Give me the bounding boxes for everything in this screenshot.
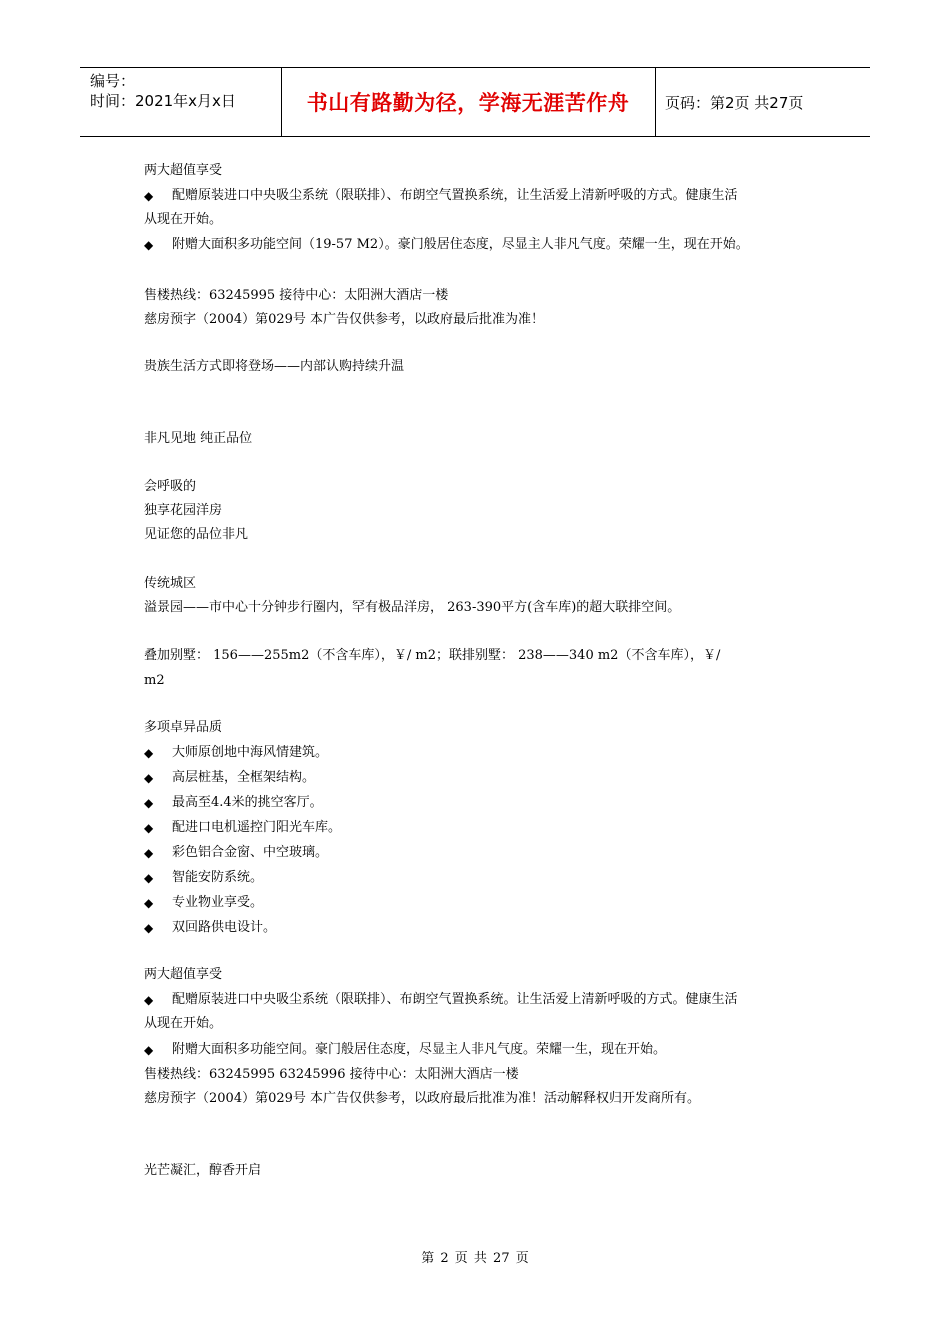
quality-text: 高层桩基，全框架结构。 xyxy=(172,770,316,785)
quality-text: 大师原创地中海风情建筑。 xyxy=(172,745,329,760)
header-motto: 书山有路勤为径，学海无涯苦作舟 xyxy=(306,91,630,115)
bullet-item xyxy=(144,991,814,1033)
page-header xyxy=(80,67,870,137)
bullet-item xyxy=(144,187,814,229)
price-line: 叠加别墅： 156——255m2（不含车库），￥/ m2；联排别墅： 238——340 m2（不含车库），￥/ xyxy=(144,648,721,663)
diamond-bullet-icon: ◆ xyxy=(144,993,154,1007)
price-line-continued: m2 xyxy=(144,673,165,688)
bullet-item xyxy=(144,236,814,254)
quality-text: 专业物业享受。 xyxy=(172,895,264,910)
diamond-bullet-icon: ◆ xyxy=(144,189,154,203)
diamond-bullet-icon: ◆ xyxy=(144,871,154,885)
section-heading: 两大超值享受 xyxy=(144,967,223,982)
sales-hotline: 售楼热线：63245995 接待中心：太阳洲大酒店一楼 xyxy=(144,288,449,303)
section-heading: 传统城区 xyxy=(144,576,197,591)
tagline: 会呼吸的 xyxy=(144,479,197,494)
bullet-text-continued: 从现在开始。 xyxy=(144,1016,223,1031)
diamond-bullet-icon: ◆ xyxy=(144,1043,154,1057)
diamond-bullet-icon: ◆ xyxy=(144,746,154,760)
bullet-text-continued: 从现在开始。 xyxy=(144,212,223,227)
quality-text: 智能安防系统。 xyxy=(172,870,264,885)
header-divider xyxy=(655,68,656,136)
section-heading: 多项卓异品质 xyxy=(144,720,223,735)
section-heading: 两大超值享受 xyxy=(144,163,223,178)
tagline: 独享花园洋房 xyxy=(144,503,223,518)
diamond-bullet-icon: ◆ xyxy=(144,846,154,860)
quality-item xyxy=(144,794,814,812)
headline: 贵族生活方式即将登场——内部认购持续升温 xyxy=(144,359,405,374)
document-time-label: 时间：2021年x月x日 xyxy=(90,92,236,110)
quality-item xyxy=(144,844,814,862)
headline: 光芒凝汇，醇香开启 xyxy=(144,1163,262,1178)
paragraph: 溢景园——市中心十分钟步行圈内，罕有极品洋房， 263-390平方(含车库)的超大联排空间。 xyxy=(144,600,681,615)
header-page-info: 页码：第2页 共27页 xyxy=(665,94,804,112)
tagline: 见证您的品位非凡 xyxy=(144,527,249,542)
quality-text: 配进口电机遥控门阳光车库。 xyxy=(172,820,342,835)
document-number-label: 编号： xyxy=(90,72,136,90)
quality-text: 双回路供电设计。 xyxy=(172,920,277,935)
diamond-bullet-icon: ◆ xyxy=(144,238,154,252)
diamond-bullet-icon: ◆ xyxy=(144,821,154,835)
quality-item xyxy=(144,819,814,837)
permit-notice: 慈房预字（2004）第029号 本广告仅供参考，以政府最后批准为准！ xyxy=(144,312,545,327)
diamond-bullet-icon: ◆ xyxy=(144,921,154,935)
bullet-text: 配赠原装进口中央吸尘系统（限联排）、布朗空气置换系统，让生活爱上清新呼吸的方式。健康生活 xyxy=(172,188,738,203)
quality-item xyxy=(144,744,814,762)
quality-item xyxy=(144,769,814,787)
quality-text: 最高至4.4米的挑空客厅。 xyxy=(172,795,323,810)
quality-item xyxy=(144,919,814,937)
sales-hotline: 售楼热线：63245995 63245996 接待中心：太阳洲大酒店一楼 xyxy=(144,1067,519,1082)
header-meta xyxy=(90,71,236,111)
quality-item xyxy=(144,869,814,887)
headline: 非凡见地 纯正品位 xyxy=(144,431,253,446)
diamond-bullet-icon: ◆ xyxy=(144,771,154,785)
diamond-bullet-icon: ◆ xyxy=(144,896,154,910)
quality-item xyxy=(144,894,814,912)
bullet-text: 附赠大面积多功能空间。豪门般居住态度，尽显主人非凡气度。荣耀一生，现在开始。 xyxy=(172,1042,667,1057)
permit-notice: 慈房预字（2004）第029号 本广告仅供参考，以政府最后批准为准！活动解释权归开发商所有。 xyxy=(144,1091,701,1106)
diamond-bullet-icon: ◆ xyxy=(144,796,154,810)
quality-text: 彩色铝合金窗、中空玻璃。 xyxy=(172,845,329,860)
bullet-text: 附赠大面积多功能空间（19-57 M2）。豪门般居住态度，尽显主人非凡气度。荣耀一生，现在开始。 xyxy=(172,237,749,252)
bullet-item xyxy=(144,1041,814,1059)
bullet-text: 配赠原装进口中央吸尘系统（限联排）、布朗空气置换系统。让生活爱上清新呼吸的方式。健康生活 xyxy=(172,992,738,1007)
page-footer: 第 2 页 共 27 页 xyxy=(421,1251,529,1266)
